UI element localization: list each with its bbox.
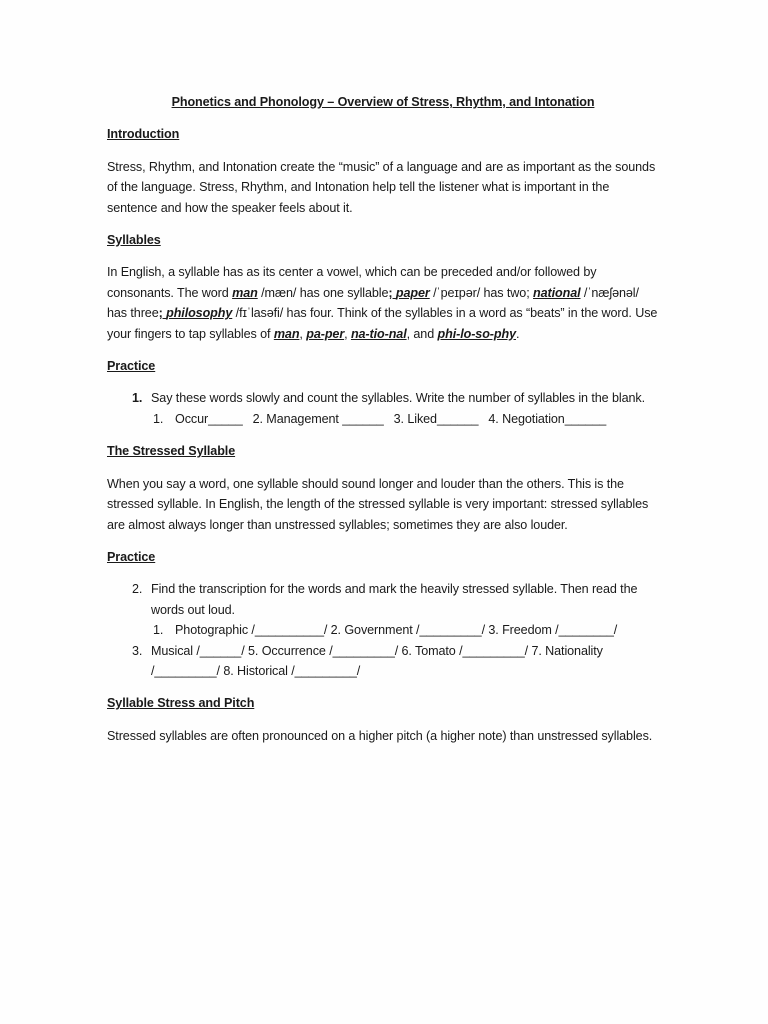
blank-management: 2. Management ______: [252, 411, 384, 426]
keyword-national: national: [533, 285, 581, 300]
keyword-na-tio-nal: na-tio-nal: [350, 326, 407, 341]
section-heading-practice-1: Practice: [107, 359, 156, 374]
list-item: [107, 388, 659, 408]
list-item-number: 1.: [132, 391, 143, 406]
list-item-text: Say these words slowly and count the syllables. Write the number of syllables in the blank.: [151, 391, 645, 406]
syllables-text: .: [515, 326, 520, 341]
syllables-text: /fɪˈlasəfi/ has four. Think of the syllables in a word as “beats” in the word. Use your fingers to tap syllables of: [107, 306, 658, 341]
syllable-stress-pitch-paragraph: Stressed syllables are often pronounced on a higher pitch (a higher note) than unstressed syllables.: [107, 728, 653, 743]
syllables-paragraph: [107, 262, 659, 344]
syllables-text: /mæn/ has one syllable: [257, 285, 389, 300]
syllables-text: ;: [158, 306, 167, 321]
syllables-text: ;: [388, 285, 396, 300]
syllables-text: ,: [344, 326, 351, 341]
introduction-paragraph: Stress, Rhythm, and Intonation create the “music” of a language and are as important as the sounds of the language. Stress, Rhythm, and Intonation help tell the listener what is important in the sentence and how the speaker feels about it.: [107, 159, 656, 215]
keyword-paper: paper: [395, 285, 430, 300]
syllables-text: , and: [406, 326, 438, 341]
list-item-number: 3.: [132, 643, 143, 658]
list-subitem: [107, 620, 659, 640]
list-subitem-text: Photographic /__________/ 2. Government /_________/ 3. Freedom /________/: [175, 623, 618, 638]
list-item: [107, 641, 659, 682]
blank-negotiation: 4. Negotiation______: [488, 411, 607, 426]
section-heading-introduction: Introduction: [107, 127, 180, 142]
section-heading-practice-2: Practice: [107, 549, 156, 564]
keyword-philosophy: philosophy: [166, 306, 233, 321]
practice-1-list: [107, 388, 659, 429]
document-body: [107, 92, 659, 758]
keyword-pa-per: pa-per: [306, 326, 345, 341]
list-item-text: Find the transcription for the words and mark the heavily stressed syllable. Then read the words out loud.: [151, 582, 638, 617]
practice-2-list: [107, 579, 659, 681]
syllables-text: In English, a syllable has as its center a vowel, which can be preceded and/or followed by consonants. The word: [107, 265, 597, 300]
document-title: Phonetics and Phonology – Overview of Stress, Rhythm, and Intonation: [171, 95, 595, 109]
list-item-number: 2.: [132, 582, 143, 597]
keyword-man-tap: man: [273, 326, 300, 341]
blank-occur: Occur_____: [175, 411, 243, 426]
syllables-text: ,: [299, 326, 307, 341]
keyword-man: man: [232, 285, 258, 300]
list-subitem-number: 1.: [153, 623, 164, 638]
list-subitem: [107, 409, 659, 429]
list-item: [107, 579, 659, 620]
section-heading-syllable-stress-pitch: Syllable Stress and Pitch: [107, 696, 255, 711]
stressed-syllable-paragraph: When you say a word, one syllable should sound longer and louder than the others. This is the stressed syllable. In English, the length of the stressed syllable is very important: stressed syllables are almost always longer than unstressed syllables; sometimes they are also louder.: [107, 476, 649, 532]
blank-liked: 3. Liked______: [393, 411, 479, 426]
section-heading-stressed-syllable: The Stressed Syllable: [107, 444, 236, 459]
syllables-text: /ˈnæʃənəl/ has three: [107, 285, 639, 321]
list-subitem-number: 1.: [153, 411, 164, 426]
syllables-text: /ˈpeɪpər/ has two;: [429, 285, 534, 300]
list-item-text: Musical /______/ 5. Occurrence /_________/ 6. Tomato /_________/ 7. Nationality /_________/ 8. Historical /_________/: [151, 643, 603, 678]
keyword-phi-lo-so-phy: phi-lo-so-phy: [437, 326, 516, 341]
section-heading-syllables: Syllables: [107, 233, 161, 248]
